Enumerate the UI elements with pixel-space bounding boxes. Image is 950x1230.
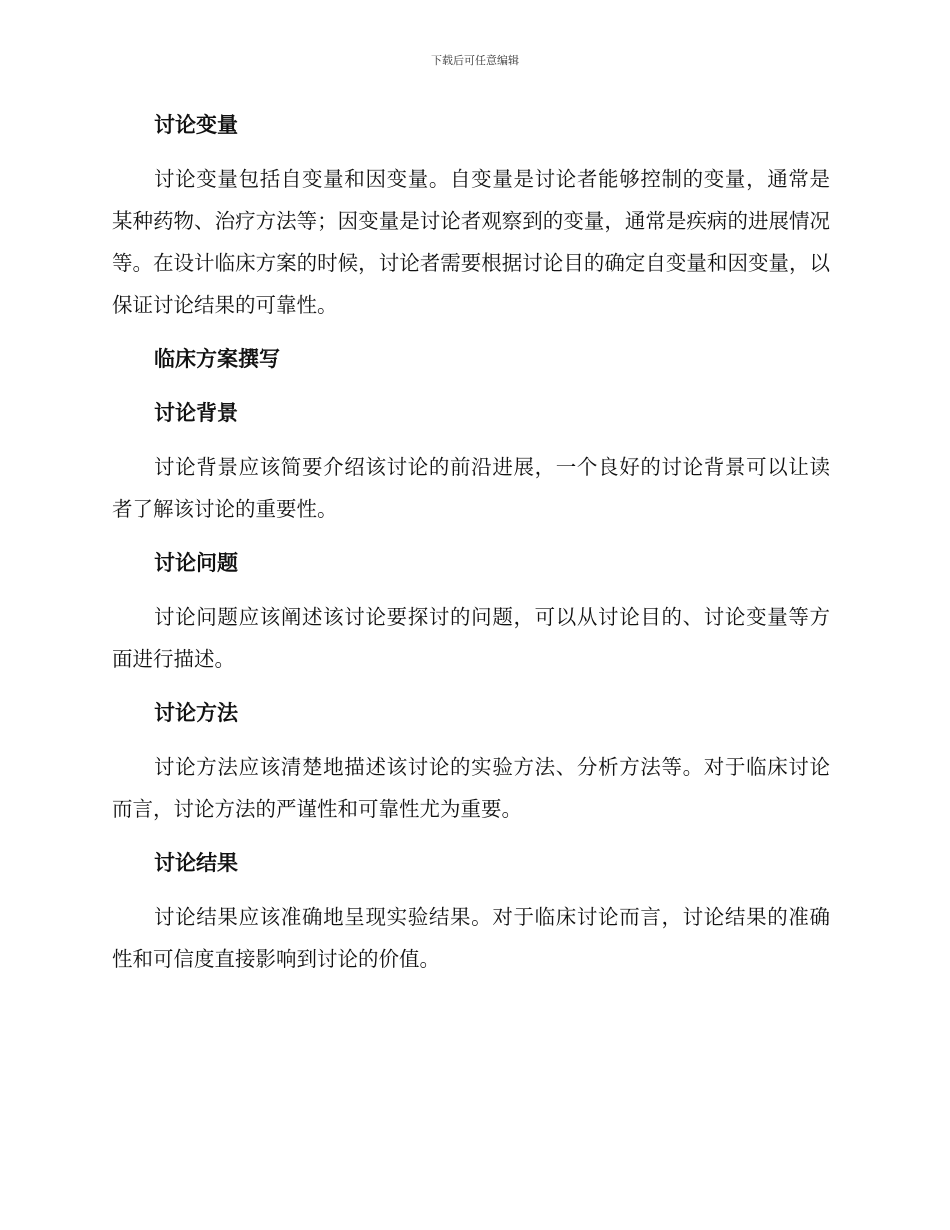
paragraph-results: 讨论结果应该准确地呈现实验结果。对于临床讨论而言，讨论结果的准确性和可信度直接影响到讨论的价值。 — [112, 905, 830, 971]
paragraph-methods: 讨论方法应该清楚地描述该讨论的实验方法、分析方法等。对于临床讨论而言，讨论方法的严谨性和可靠性尤为重要。 — [112, 755, 830, 821]
section-heading-results: 讨论结果 — [154, 851, 238, 875]
section-heading-protocol-writing: 临床方案撰写 — [154, 347, 280, 371]
section-heading-background: 讨论背景 — [154, 401, 238, 425]
section-heading-variables: 讨论变量 — [154, 113, 238, 137]
paragraph-variables: 讨论变量包括自变量和因变量。自变量是讨论者能够控制的变量，通常是某种药物、治疗方法等；因变量是讨论者观察到的变量，通常是疾病的进展情况等。在设计临床方案的时候，讨论者需要根据讨论目的确定自变量和因变量，以保证讨论结果的可靠性。 — [112, 167, 830, 317]
section-heading-methods: 讨论方法 — [154, 701, 238, 725]
section-heading-question: 讨论问题 — [154, 551, 238, 575]
paragraph-background: 讨论背景应该简要介绍该讨论的前沿进展，一个良好的讨论背景可以让读者了解该讨论的重要性。 — [112, 455, 830, 521]
document-body — [112, 104, 830, 992]
paragraph-question: 讨论问题应该阐述该讨论要探讨的问题，可以从讨论目的、讨论变量等方面进行描述。 — [112, 605, 830, 671]
page-header: 下载后可任意编辑 — [431, 54, 519, 67]
